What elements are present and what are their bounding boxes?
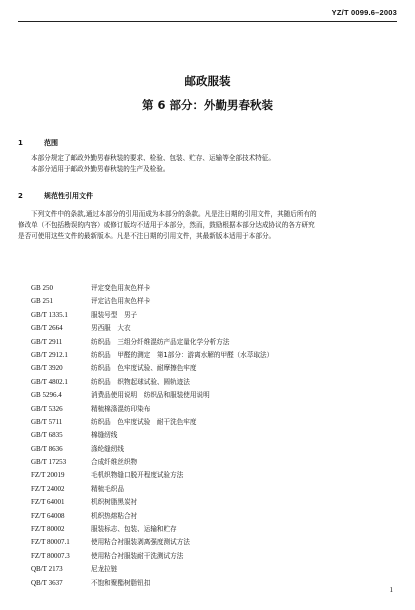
reference-item — [31, 282, 273, 295]
reference-title: 机织树脂黑炭衬 — [91, 498, 138, 507]
reference-code: GB/T 6835 — [31, 431, 63, 440]
reference-title: 评定变色用灰色样卡 — [91, 284, 151, 292]
paragraph-line: 修改单（不包括勘误的内容）或修订版均不适用于本部分，然而，鼓励根据本部分达成协议的各方研究 — [18, 221, 315, 230]
reference-code: GB 250 — [31, 284, 53, 292]
page-number: 1 — [389, 586, 393, 594]
reference-item — [31, 309, 273, 322]
reference-item — [31, 563, 273, 576]
reference-title: 评定沾色用灰色样卡 — [91, 297, 151, 306]
reference-code: GB/T 8636 — [31, 444, 63, 453]
reference-item — [31, 510, 273, 523]
reference-item — [31, 295, 273, 308]
reference-title: 服装标志、包装、运输和贮存 — [91, 525, 177, 534]
document-title: 邮政服装 — [184, 74, 231, 88]
reference-item — [31, 550, 273, 563]
reference-title: 纺织品 织物起球试验、圆轨迹法 — [91, 377, 190, 386]
reference-code: QB/T 3637 — [31, 578, 63, 587]
section-heading-text: 规范性引用文件 — [44, 192, 93, 200]
reference-item — [31, 429, 273, 442]
reference-code: GB/T 5326 — [31, 404, 63, 413]
reference-code: FZ/T 64001 — [31, 498, 65, 507]
header-rule — [18, 21, 397, 22]
reference-item — [31, 577, 273, 590]
reference-title: 服装号型 男子 — [91, 310, 138, 319]
reference-title: 纺织品 色牢度试验 耐干洗色牢度 — [91, 417, 197, 426]
section-1-heading — [18, 138, 58, 148]
reference-title: 使用粘合衬服装耐干洗测试方法 — [91, 551, 184, 560]
reference-code: GB/T 17253 — [31, 458, 67, 467]
reference-item — [31, 496, 273, 509]
reference-title: 消费品使用说明 纺织品和服装使用说明 — [91, 391, 210, 400]
reference-code: FZ/T 64008 — [31, 511, 65, 520]
standard-code: YZ/T 0099.6–2003 — [331, 8, 397, 17]
reference-code: FZ/T 24002 — [31, 484, 65, 493]
section-heading-text: 范围 — [44, 139, 58, 147]
reference-title: 涤纶缝纫线 — [91, 444, 124, 453]
paragraph-line: 是否可使用这些文件的最新版本。凡是不注日期的引用文件，其最新版本适用于本部分。 — [18, 232, 276, 241]
reference-item — [31, 536, 273, 549]
reference-item — [31, 469, 273, 482]
reference-item — [31, 362, 273, 375]
reference-code: GB/T 5711 — [31, 417, 63, 426]
reference-code: GB/T 3920 — [31, 364, 63, 373]
reference-item — [31, 322, 273, 335]
section-2-intro — [18, 209, 393, 243]
reference-item — [31, 483, 273, 496]
reference-item — [31, 389, 273, 402]
reference-title: 男西服 大衣 — [91, 324, 131, 333]
reference-item — [31, 456, 273, 469]
reference-title: 机织热熔粘合衬 — [91, 511, 138, 520]
reference-code: GB/T 2664 — [31, 324, 63, 333]
reference-item — [31, 523, 273, 536]
part-title: 第 6 部分：外勤男春秋装 — [141, 98, 273, 112]
reference-code: GB/T 2912.1 — [31, 350, 68, 359]
reference-item — [31, 376, 273, 389]
reference-code: GB/T 4802.1 — [31, 377, 68, 386]
paragraph-line: 下列文件中的条款,通过本部分的引用而成为本部分的条款。凡是注日期的引用文件，其随后所有的 — [31, 210, 317, 218]
section-number: 2 — [18, 192, 23, 200]
reference-code: FZ/T 20019 — [31, 471, 65, 480]
reference-code: QB/T 2173 — [31, 565, 63, 574]
reference-title: 精梳毛织品 — [91, 484, 124, 493]
reference-code: GB 5296.4 — [31, 391, 62, 400]
reference-code: FZ/T 80007.3 — [31, 551, 70, 560]
reference-code: GB/T 2911 — [31, 337, 63, 346]
reference-list — [31, 282, 273, 590]
paragraph: 本部分规定了邮政外勤男春秋装的要求、检验、包装、贮存、运输等全部技术特征。 — [31, 154, 275, 162]
section-number: 1 — [18, 139, 23, 147]
section-2-heading — [18, 191, 93, 201]
section-1-body — [18, 153, 393, 175]
reference-code: GB/T 1335.1 — [31, 310, 68, 319]
reference-title: 纺织品 色牢度试验、耐摩擦色牢度 — [91, 364, 197, 373]
reference-item — [31, 443, 273, 456]
reference-item — [31, 416, 273, 429]
reference-title: 不饱和聚酯树脂钮扣 — [91, 578, 151, 587]
reference-title: 尼龙拉链 — [91, 565, 118, 574]
reference-title: 精梳棉涤混纺印染布 — [91, 404, 151, 413]
paragraph: 本部分适用于邮政外勤男春秋装的生产及检验。 — [31, 165, 170, 174]
reference-item — [31, 403, 273, 416]
reference-title: 纺织品 三组分纤维混纺产品定量化学分析方法 — [91, 337, 230, 346]
reference-code: GB 251 — [31, 297, 53, 306]
reference-title: 使用粘合衬服装剥离强度测试方法 — [91, 538, 190, 547]
reference-title: 合成纤维丝织物 — [91, 458, 138, 467]
reference-code: FZ/T 80007.1 — [31, 538, 70, 547]
reference-item — [31, 349, 273, 362]
reference-code: FZ/T 80002 — [31, 525, 65, 534]
reference-title: 棉缝纫线 — [91, 431, 118, 440]
reference-title: 纺织品 甲醛的测定 第1部分：游离水解的甲醛（水萃取法） — [91, 350, 274, 359]
reference-item — [31, 336, 273, 349]
reference-title: 毛机织物缝口脱开程度试验方法 — [91, 471, 184, 480]
